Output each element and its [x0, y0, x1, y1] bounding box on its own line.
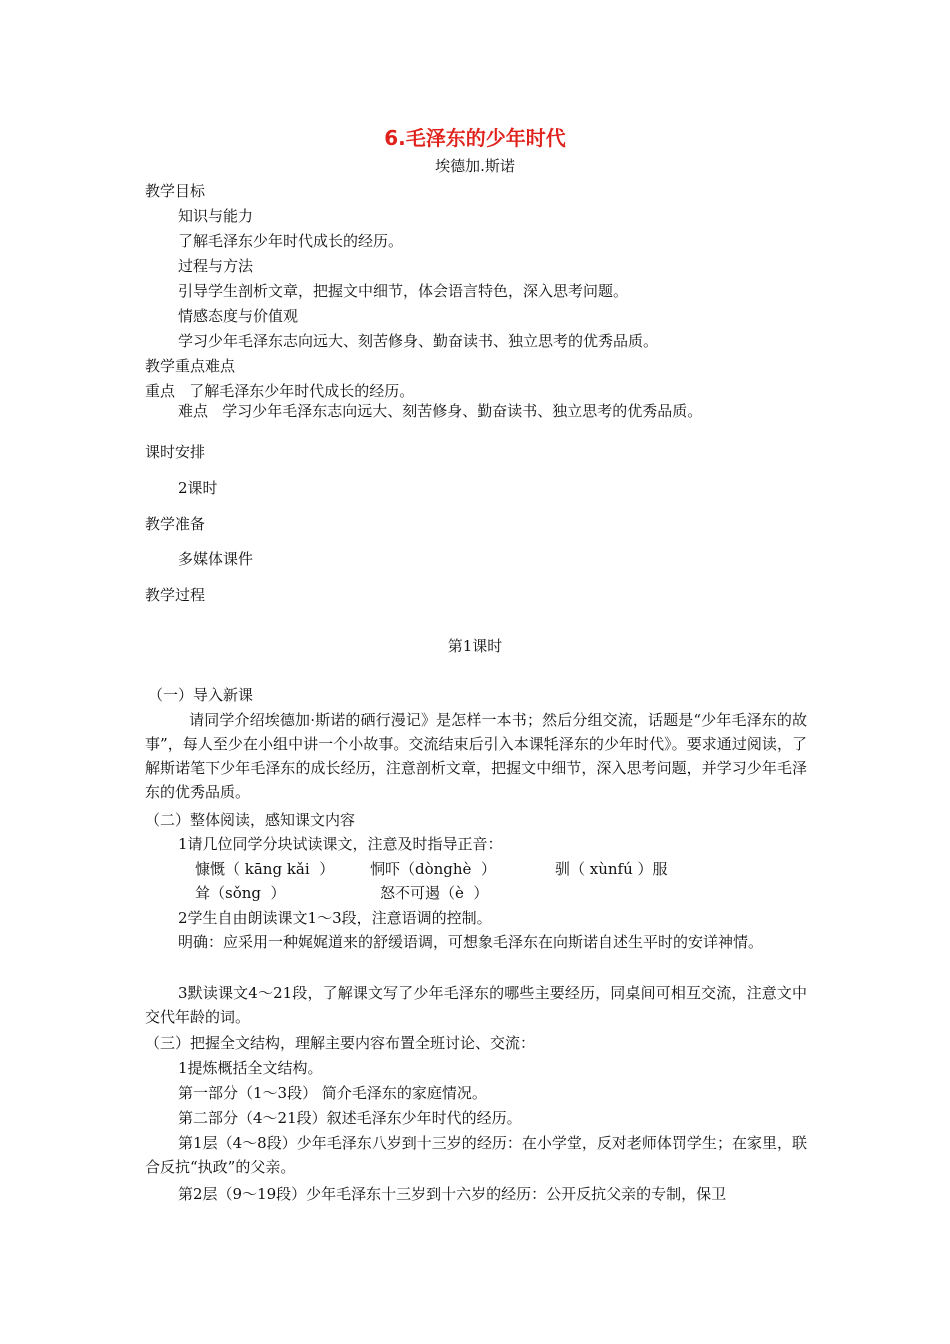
section3-item1: 1提炼概括全文结构。	[178, 1059, 323, 1077]
process-text: 引导学生剖析文章，把握文中细节，体会语言特色，深入思考问题。	[178, 282, 629, 300]
section3-part2: 第二部分（4～21段）叙述毛泽东少年时代的经历。	[178, 1109, 522, 1127]
pronunciation-1b: 恫吓（dònghè ）	[370, 860, 496, 878]
schedule-heading: 课时安排	[145, 443, 206, 461]
section2-item1: 1请几位同学分块试读课文，注意及时指导正音：	[178, 835, 503, 853]
section1-paragraph	[145, 708, 807, 804]
process-label: 过程与方法	[178, 257, 254, 275]
pronunciation-1c: 驯（ xùnfú ）服	[555, 860, 668, 878]
section1-paragraph-text: 请同学介绍埃德加·斯诺的硒行漫记》是怎样一本书；然后分组交流，话题是“少年毛泽东的故事”，每人至少在小组中讲一个小故事。交流结束后引入本课牦泽东的少年时代》。要求通过阅读，了解斯诺笔下少年毛泽东的成长经历，注意剖析文章，把握文中细节，深入思考问题，并学习少年毛泽东的优秀品质。	[145, 711, 807, 801]
section3-part1: 第一部分（1～3段） 简介毛泽东的家庭情况。	[178, 1084, 487, 1102]
objectives-heading: 教学目标	[145, 182, 206, 200]
section2-item3	[145, 981, 807, 1029]
pronunciation-2b: 怒不可遏（è ）	[380, 884, 489, 902]
knowledge-label: 知识与能力	[178, 207, 254, 225]
document-title: 6.毛泽东的少年时代	[384, 126, 566, 150]
section2-clarify	[145, 930, 807, 954]
key-point: 重点 了解毛泽东少年时代成长的经历。	[145, 382, 415, 400]
keypoints-heading: 教学重点难点	[145, 357, 236, 375]
pronunciation-2a: 耸（sǒng ）	[195, 884, 286, 902]
emotion-text: 学习少年毛泽东志向远大、刻苦修身、勤奋读书、独立思考的优秀品质。	[178, 332, 659, 350]
lesson-heading: 第1课时	[447, 637, 503, 655]
section3-layer2: 第2层（9～19段）少年毛泽东十三岁到十六岁的经历：公开反抗父亲的专制，保卫	[178, 1185, 727, 1203]
knowledge-text: 了解毛泽东少年时代成长的经历。	[178, 232, 404, 250]
prep-heading: 教学准备	[145, 515, 206, 533]
difficult-point: 难点 学习少年毛泽东志向远大、刻苦修身、勤奋读书、独立思考的优秀品质。	[178, 402, 703, 420]
section3-layer1	[145, 1131, 807, 1179]
section3-heading: （三）把握全文结构，理解主要内容布置全班讨论、交流：	[145, 1034, 536, 1052]
schedule-value: 2课时	[178, 479, 218, 497]
emotion-label: 情感态度与价值观	[178, 307, 299, 325]
section2-clarify-text: 明确：应采用一种娓娓道来的舒缓语调，可想象毛泽东在向斯诺自述生平时的安详神情。	[178, 933, 764, 951]
pronunciation-1a: 慷慨（ kāng kǎi ）	[195, 860, 335, 878]
prep-value: 多媒体课件	[178, 550, 254, 568]
section3-layer1-text: 第1层（4～8段）少年毛泽东八岁到十三岁的经历：在小学堂，反对老师体罚学生；在家里，联合反抗“执政”的父亲。	[145, 1134, 807, 1176]
section2-heading-text: （二）整体阅读，感知课文内容	[145, 811, 356, 829]
document-author: 埃德加.斯诺	[435, 157, 515, 175]
section1-heading: （一）导入新课	[148, 686, 254, 704]
process-heading: 教学过程	[145, 586, 206, 604]
section2-item2: 2学生自由朗读课文1～3段，注意语调的控制。	[178, 909, 492, 927]
section2-item3-text: 3默读课文4～21段，了解课文写了少年毛泽东的哪些主要经历，同桌间可相互交流，注意文中交代年龄的词。	[145, 984, 807, 1026]
